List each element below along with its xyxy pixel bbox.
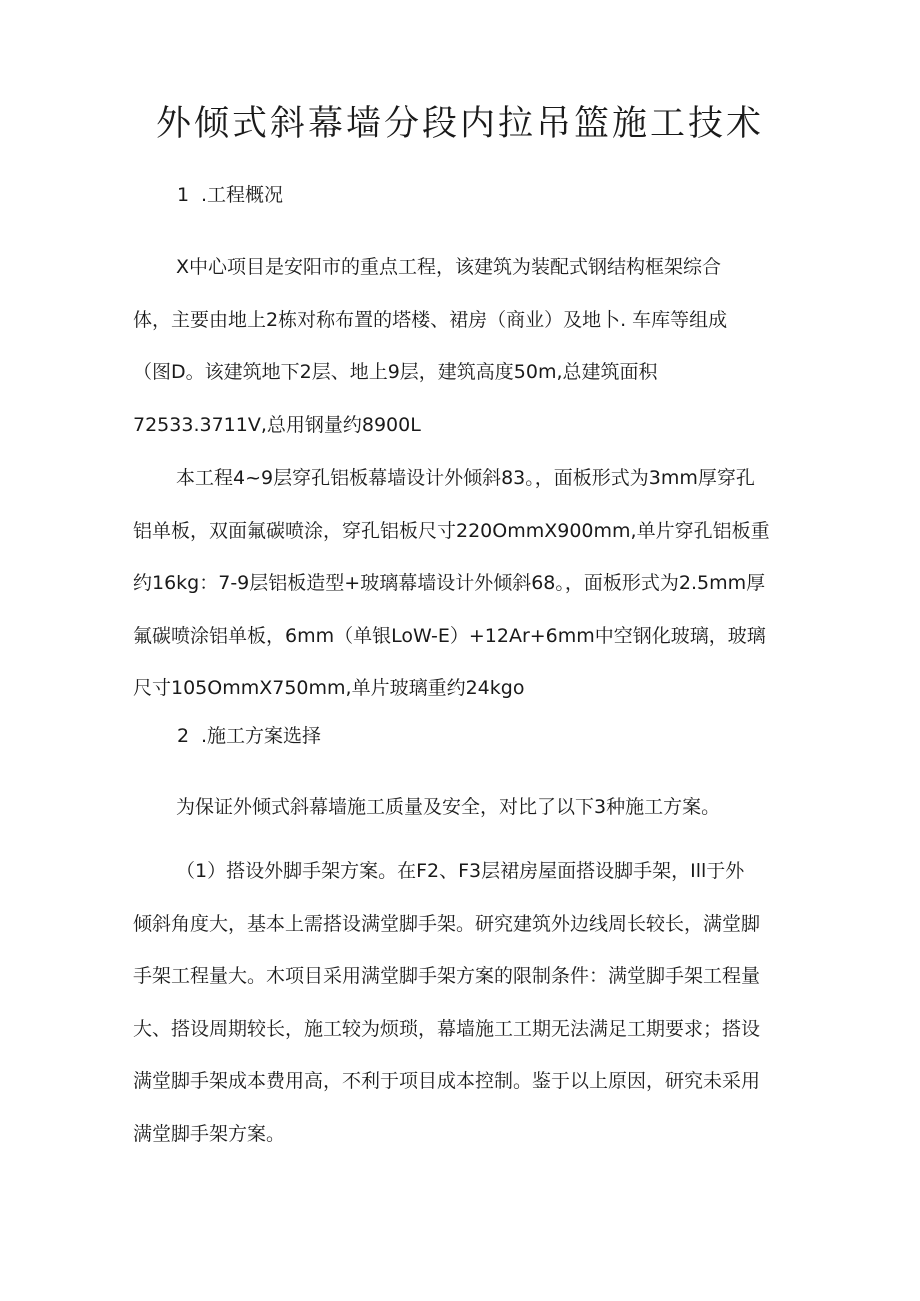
- section-heading-text: .施工方案选择: [201, 725, 322, 747]
- paragraph-line: 为保证外倾式斜幕墙施工质量及安全，对比了以下3种施工方案。: [176, 796, 721, 818]
- paragraph-line: 手架工程量大。木项目采用满堂脚手架方案的限制条件：满堂脚手架工程量: [133, 965, 761, 987]
- paragraph-line: （1）搭设外脚手架方案。在F2、F3层裙房屋面搭设脚手架，Ill于外: [176, 860, 745, 882]
- section-heading-1: [177, 180, 283, 210]
- paragraph-line: 72533.3711V,总用钢量约8900L: [133, 413, 421, 436]
- paragraph-line: 体，主要由地上2栋对称布置的塔楼、裙房（商业）及地卜. 车库等组成: [133, 308, 728, 331]
- paragraph-line: 大、搭设周期较长，施工较为烦琐，幕墙施工工期无法满足工期要求；搭设: [133, 1017, 761, 1040]
- paragraph-line: （图D。该建筑地下2层、地上9层，建筑高度50m,总建筑面积: [133, 361, 658, 383]
- paragraph-line: 倾斜角度大，基本上需搭设满堂脚手架。研究建筑外边线周长较长，满堂脚: [133, 912, 761, 935]
- section-number: 2: [177, 725, 190, 747]
- paragraph-project-overview: [133, 241, 793, 451]
- paragraph-line: 满堂脚手架方案。: [133, 1122, 286, 1145]
- section-heading-text: .工程概况: [201, 184, 284, 206]
- paragraph-line: 氟碳喷涂铝单板，6mm（单银LoW-E）+12Ar+6mm中空钢化玻璃，玻璃: [133, 624, 766, 647]
- section-heading-2: [177, 721, 321, 751]
- paragraph-line: 尺寸105OmmX750mm,单片玻璃重约24kgo: [133, 677, 525, 699]
- paragraph-line: X中心项目是安阳市的重点工程，该建筑为装配式钢结构框架综合: [176, 256, 722, 278]
- paragraph-line: 约16kg：7-9层铝板造型+玻璃幕墙设计外倾斜68。，面板形式为2.5mm厚: [133, 572, 766, 594]
- paragraph-plan-intro: [133, 781, 793, 834]
- document-title: 外倾式斜幕墙分段内拉吊篮施工技术: [155, 104, 764, 144]
- paragraph-line: 本工程4~9层穿孔铝板幕墙设计外倾斜83。，面板形式为3mm厚穿孔: [176, 467, 755, 489]
- paragraph-curtain-wall-spec: [133, 452, 793, 715]
- paragraph-scaffold-plan: [133, 845, 793, 1160]
- paragraph-line: 满堂脚手架成本费用高，不利于项目成本控制。鉴于以上原因，研究未采用: [133, 1070, 761, 1092]
- section-number: 1: [177, 184, 190, 206]
- paragraph-line: 铝单板，双面氟碳喷涂，穿孔铝板尺寸220OmmX900mm,单片穿孔铝板重: [133, 519, 770, 542]
